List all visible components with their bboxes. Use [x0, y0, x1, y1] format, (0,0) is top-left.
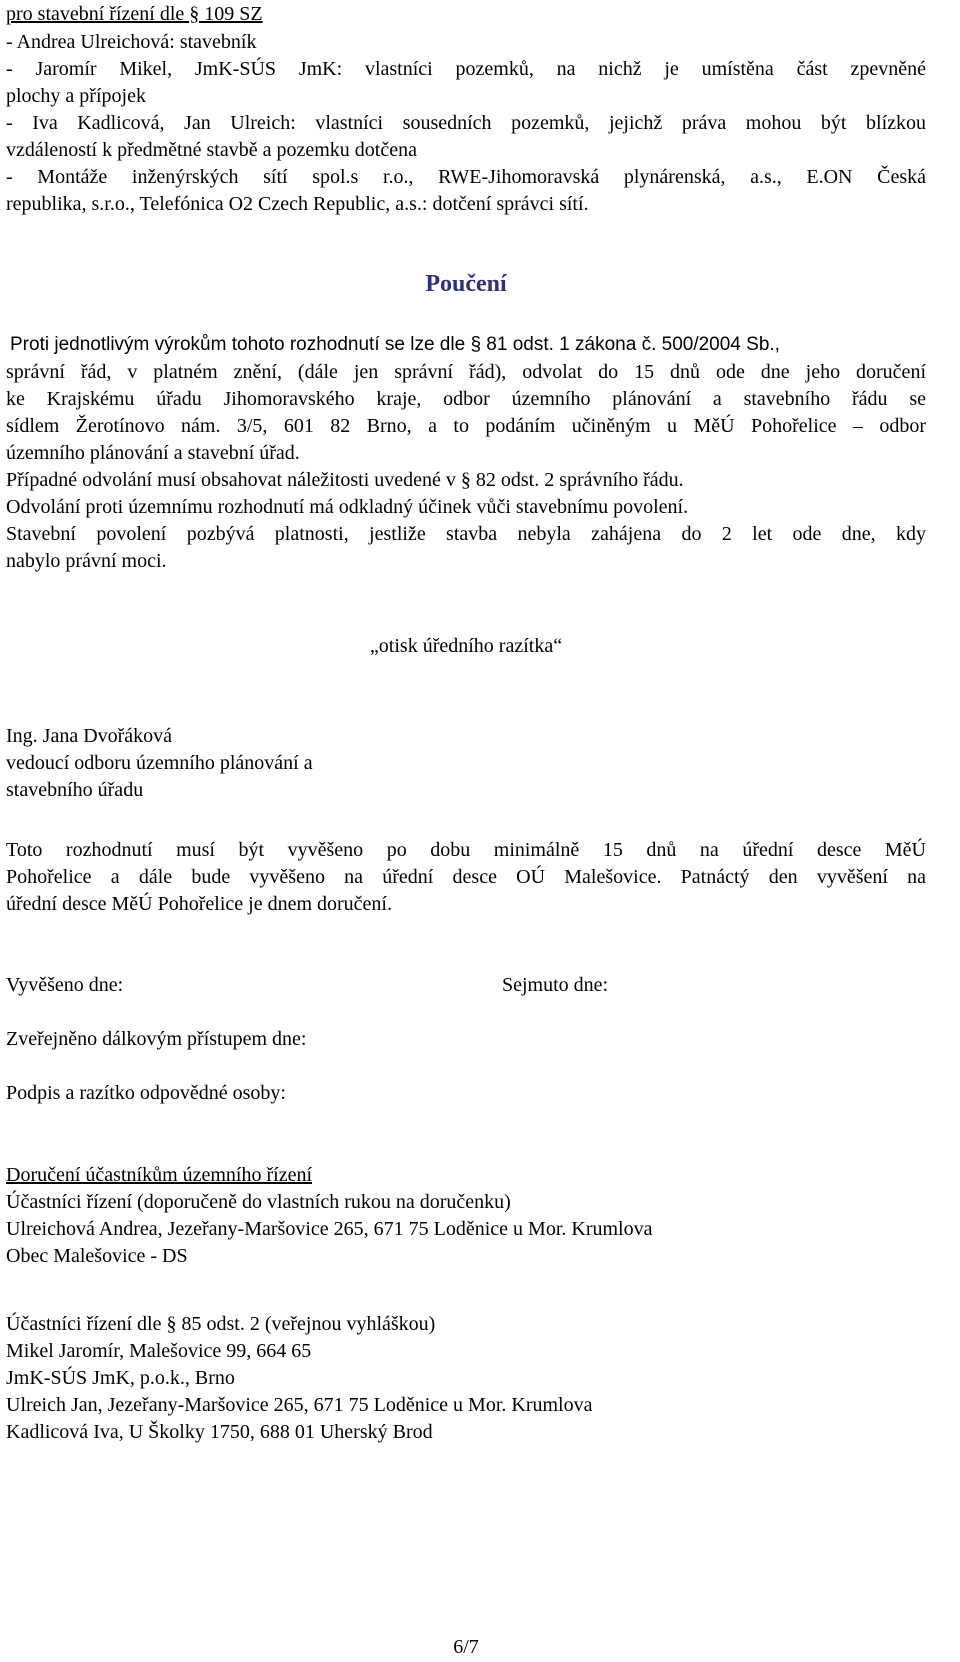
- intro-line-6: vzdáleností k předmětné stavbě a pozemku dotčena: [6, 139, 417, 161]
- page-number: 6/7: [453, 1636, 479, 1658]
- pouceni-line-3: ke Krajskému úřadu Jihomoravského kraje, odbor územního plánování a stavebního řádu se: [6, 388, 926, 410]
- delivery-recipient: Ulreichová Andrea, Jezeřany-Maršovice 265, 671 75 Loděnice u Mor. Krumlova: [6, 1218, 653, 1240]
- notice-line-2: Pohořelice a dále bude vyvěšeno na úřední desce OÚ Malešovice. Patnáctý den vyvěšení na: [6, 866, 926, 888]
- intro-line-5: - Iva Kadlicová, Jan Ulreich: vlastníci sousedních pozemků, jejichž práva mohou být blízkou: [6, 112, 926, 134]
- pouceni-line-2: správní řád, v platném znění, (dále jen správní řád), odvolat do 15 dnů ode dne jeho doručení: [6, 361, 926, 383]
- delivery-recipient: Obec Malešovice - DS: [6, 1245, 188, 1267]
- intro-line-1: pro stavební řízení dle § 109 SZ: [6, 3, 263, 25]
- published-date-label: Zveřejněno dálkovým přístupem dne:: [6, 1028, 307, 1050]
- signature-label: Podpis a razítko odpovědné osoby:: [6, 1082, 286, 1104]
- pouceni-line-1: Proti jednotlivým výrokům tohoto rozhodnutí se lze dle § 81 odst. 1 zákona č. 500/2004 Sb.,: [10, 334, 780, 355]
- pouceni-line-6: Případné odvolání musí obsahovat náležitosti uvedené v § 82 odst. 2 správního řádu.: [6, 469, 684, 491]
- delivery-recipient: JmK-SÚS JmK, p.o.k., Brno: [6, 1367, 235, 1389]
- delivery-recipient: Ulreich Jan, Jezeřany-Maršovice 265, 671 75 Loděnice u Mor. Krumlova: [6, 1394, 593, 1416]
- notice-line-1: Toto rozhodnutí musí být vyvěšeno po dobu minimálně 15 dnů na úřední desce MěÚ: [6, 839, 926, 861]
- pouceni-line-4: sídlem Žerotínovo nám. 3/5, 601 82 Brno, a to podáním učiněným u MěÚ Pohořelice – odbor: [6, 415, 926, 437]
- intro-line-4: plochy a přípojek: [6, 85, 146, 107]
- signatory-role-line-1: vedoucí odboru územního plánování a: [6, 752, 313, 774]
- posted-date-label: Vyvěšeno dne:: [6, 974, 124, 996]
- delivery-group-1-heading: Účastníci řízení (doporučeně do vlastních rukou na doručenku): [6, 1191, 511, 1213]
- pouceni-heading: Poučení: [425, 271, 507, 297]
- removed-date-label: Sejmuto dne:: [502, 974, 609, 996]
- intro-line-8: republika, s.r.o., Telefónica O2 Czech Republic, a.s.: dotčení správci sítí.: [6, 193, 589, 215]
- intro-line-7: - Montáže inženýrských sítí spol.s r.o., RWE-Jihomoravská plynárenská, a.s., E.ON Česká: [6, 166, 926, 188]
- delivery-recipient: Kadlicová Iva, U Školky 1750, 688 01 Uherský Brod: [6, 1421, 433, 1443]
- pouceni-line-5: územního plánování a stavební úřad.: [6, 442, 300, 464]
- delivery-recipient: Mikel Jaromír, Malešovice 99, 664 65: [6, 1340, 312, 1362]
- pouceni-line-7: Odvolání proti územnímu rozhodnutí má odkladný účinek vůči stavebnímu povolení.: [6, 496, 689, 518]
- stamp-placeholder: „otisk úředního razítka“: [369, 635, 563, 657]
- intro-line-2: - Andrea Ulreichová: stavebník: [6, 31, 257, 53]
- notice-line-3: úřední desce MěÚ Pohořelice je dnem doručení.: [6, 893, 392, 915]
- pouceni-line-8: Stavební povolení pozbývá platnosti, jestliže stavba nebyla zahájena do 2 let ode dne, kdy: [6, 523, 926, 545]
- delivery-group-2-heading: Účastníci řízení dle § 85 odst. 2 (veřejnou vyhláškou): [6, 1313, 436, 1335]
- signatory-role-line-2: stavebního úřadu: [6, 779, 144, 801]
- signatory-name: Ing. Jana Dvořáková: [6, 725, 173, 747]
- intro-line-3: - Jaromír Mikel, JmK-SÚS JmK: vlastníci pozemků, na nichž je umístěna část zpevněné: [6, 58, 926, 80]
- pouceni-line-9: nabylo právní moci.: [6, 550, 167, 572]
- delivery-title: Doručení účastníkům územního řízení: [6, 1164, 313, 1186]
